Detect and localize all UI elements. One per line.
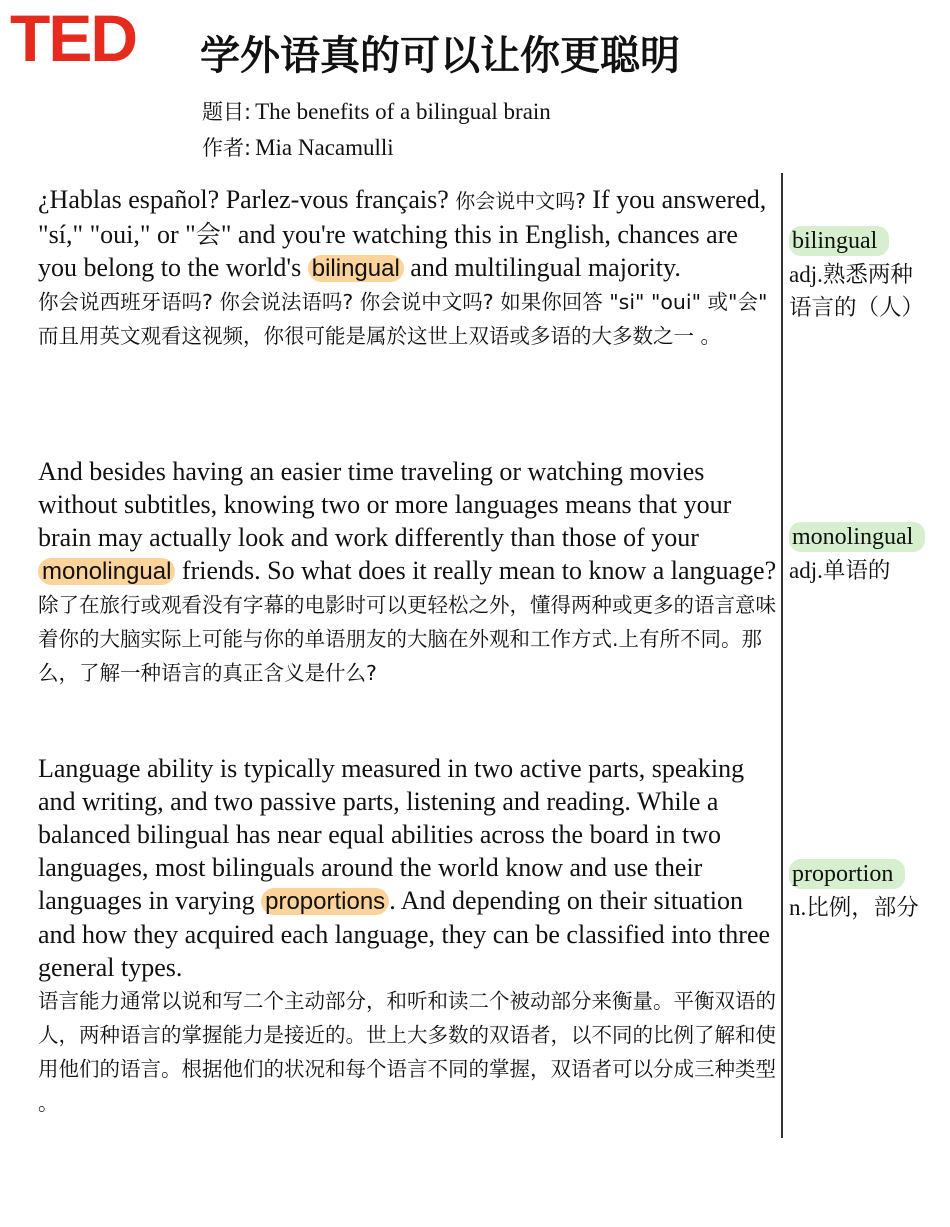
glossary-entry-monolingual xyxy=(789,522,949,588)
glossary-meaning: 比例，部分 xyxy=(806,895,919,921)
paragraph-english xyxy=(38,455,778,588)
ted-logo: TED xyxy=(10,1,136,75)
glossary-pos: adj. xyxy=(789,558,823,583)
text-run: and multilingual majority. xyxy=(403,253,681,282)
paragraph-2 xyxy=(38,455,778,690)
paragraph-3 xyxy=(38,752,778,1120)
glossary-word: bilingual xyxy=(789,226,889,256)
paragraph-english xyxy=(38,183,778,285)
text-run: ¿Hablas español? Parlez-vous français? xyxy=(38,185,456,214)
glossary-pos: n. xyxy=(789,895,807,920)
topic-value: The benefits of a bilingual brain xyxy=(255,99,551,124)
author-line xyxy=(202,133,394,163)
text-run: Language ability is typically measured in two active parts, speaking and writing, and two passive parts, listening and reading. While a balanced bilingual has near equal abilities across the board in two languages, most bilinguals around the world know and use their languages in varying xyxy=(38,754,745,915)
glossary-entry-bilingual xyxy=(789,226,949,325)
glossary-definition xyxy=(789,891,949,925)
vocab-highlight: proportions xyxy=(261,888,389,915)
column-divider xyxy=(781,173,783,1138)
inline-chinese-text: 会 xyxy=(195,220,221,249)
text-run: " and you're watching this in English, chances are you belong to the world's xyxy=(38,220,738,282)
inline-chinese-text: 你会说中文吗? xyxy=(455,189,593,213)
glossary-meaning: 单语的 xyxy=(822,558,891,584)
text-run: friends. So what does it really mean to know a language? xyxy=(175,556,777,585)
topic-line xyxy=(202,97,551,127)
page-title: 学外语真的可以让你更聪明 xyxy=(200,33,680,79)
paragraph-chinese: 除了在旅行或观看没有字幕的电影时可以更轻松之外，懂得两种或更多的语言意味着你的大脑实际上可能与你的单语朋友的大脑在外观和工作方式.上有所不同。那么，了解一种语言的真正含义是什么? xyxy=(38,593,776,685)
glossary-meaning: 熟悉两种 语言的（人） xyxy=(789,262,925,321)
vocab-highlight: monolingual xyxy=(38,558,175,585)
vocab-highlight: bilingual xyxy=(308,255,404,282)
glossary-word: monolingual xyxy=(789,522,925,552)
text-run: And besides having an easier time traveling or watching movies without subtitles, knowing two or more languages means that your brain may actually look and work differently than those of your xyxy=(38,457,732,552)
glossary-word: proportion xyxy=(789,859,905,889)
glossary-pos: adj. xyxy=(789,262,823,287)
paragraph-chinese: 语言能力通常以说和写二个主动部分，和听和读二个被动部分来衡量。平衡双语的人，两种语言的掌握能力是接近的。世上大多数的双语者，以不同的比例了解和使用他们的语言。根据他们的状况和每个语言不同的掌握，双语者可以分成三种类型 。 xyxy=(38,989,776,1115)
text-run: If you answered, "sí," "oui," or " xyxy=(38,185,767,249)
text-run: . And depending on their situation and how they acquired each language, they can be classified into three general types. xyxy=(38,886,771,982)
glossary-definition xyxy=(789,554,949,588)
glossary-entry-proportion xyxy=(789,859,949,925)
paragraph-english xyxy=(38,752,778,984)
author-label: 作者: xyxy=(202,136,252,160)
paragraph-1 xyxy=(38,183,778,353)
glossary-definition xyxy=(789,258,949,325)
paragraph-chinese: 你会说西班牙语吗? 你会说法语吗? 你会说中文吗? 如果你回答 "si" "oui" 或"会" 而且用英文观看这视频，你很可能是属於这世上双语或多语的大多数之一 。 xyxy=(38,290,768,348)
author-value: Mia Nacamulli xyxy=(255,135,394,160)
topic-label: 题目: xyxy=(202,100,252,124)
